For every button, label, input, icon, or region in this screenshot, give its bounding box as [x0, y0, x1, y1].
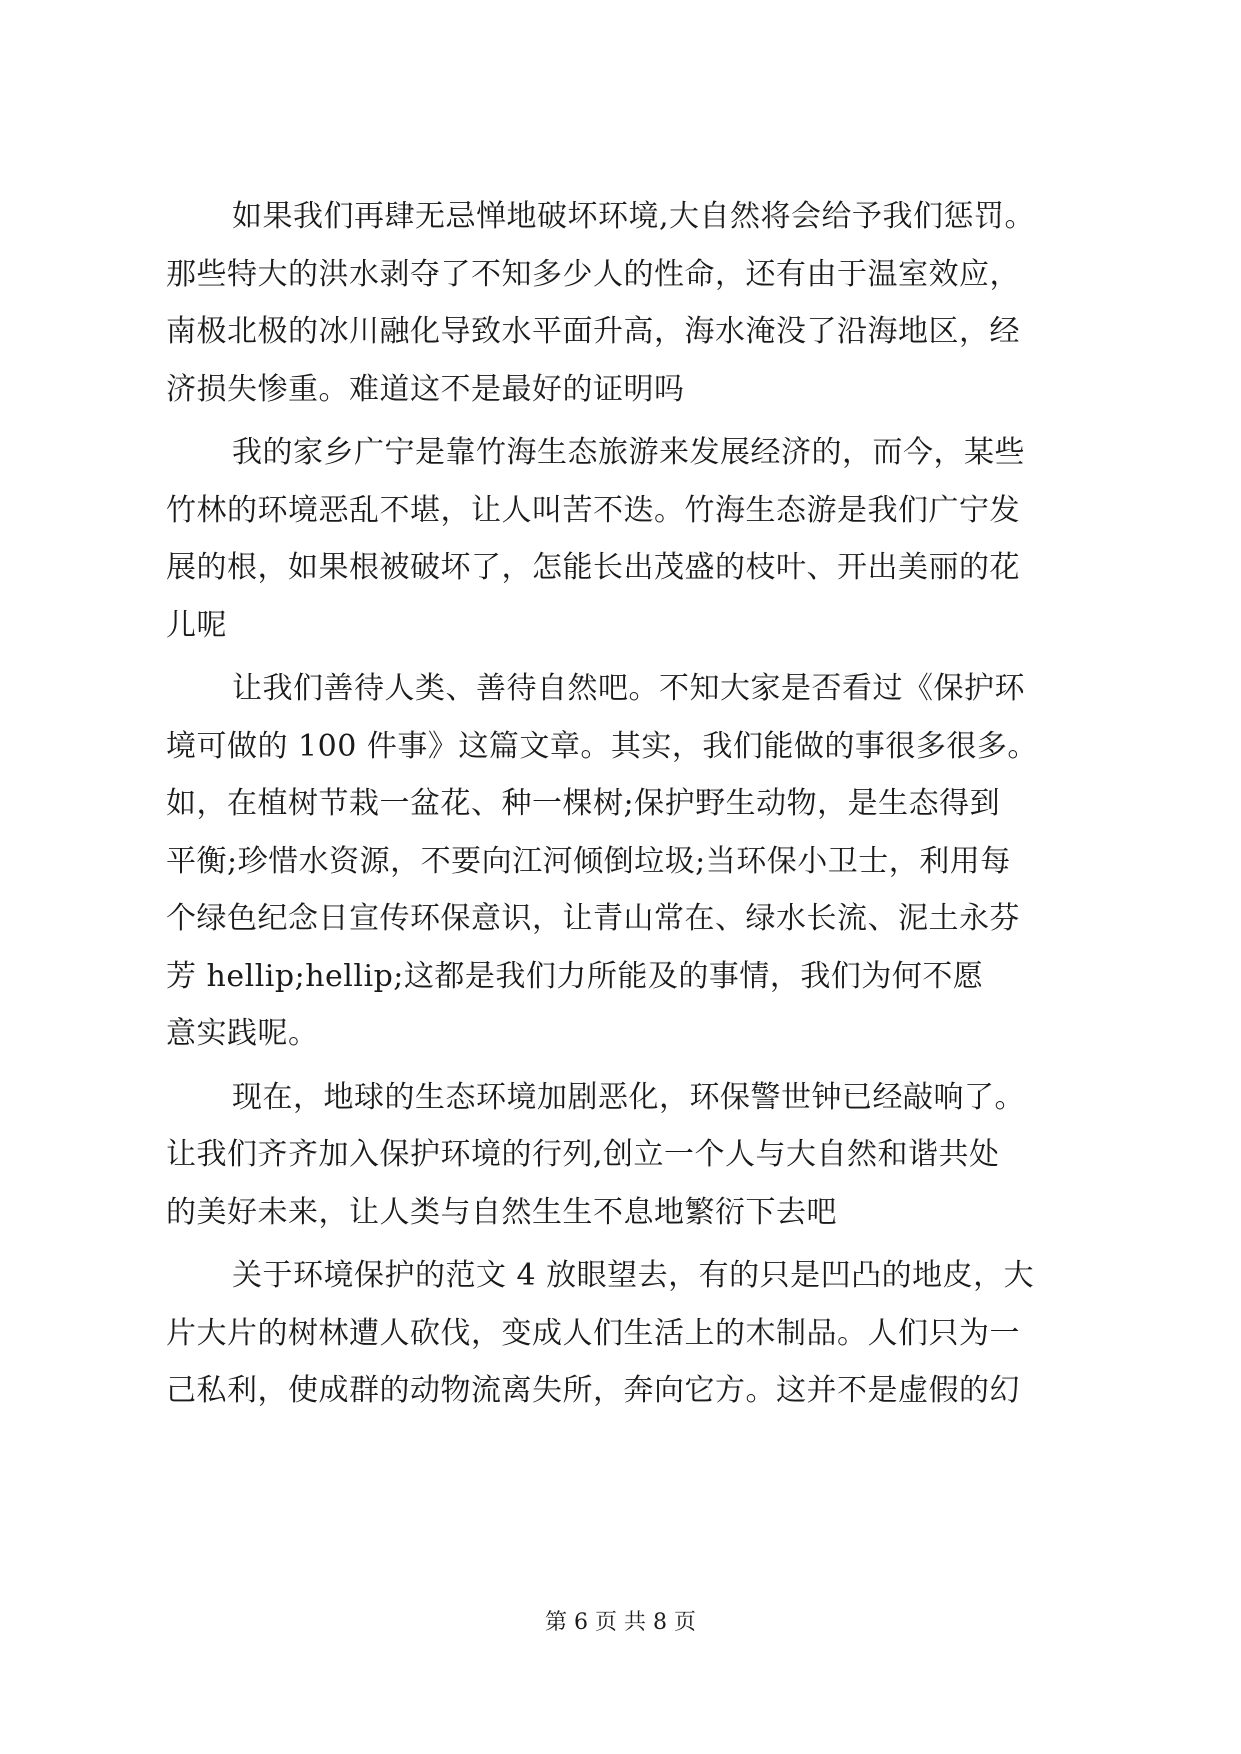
text-line: 片大片的树林遭人砍伐，变成人们生活上的木制品。人们只为一 [166, 1315, 1020, 1351]
text-line: 那些特大的洪水剥夺了不知多少人的性命，还有由于温室效应， [166, 256, 1020, 292]
text-line: 己私利，使成群的动物流离失所，奔向它方。这并不是虚假的幻 [166, 1373, 1020, 1408]
text-line: 儿呢 [166, 607, 227, 643]
document-body [166, 188, 1096, 1420]
text-line: 关于环境保护的范文 4 放眼望去，有的只是凹凸的地皮，大 [232, 1258, 1035, 1293]
text-line: 意实践呢。 [166, 1016, 319, 1051]
paragraph [166, 1247, 1096, 1420]
text-line: 平衡;珍惜水资源，不要向江河倾倒垃圾;当环保小卫士，利用每 [166, 843, 1011, 879]
text-line: 芳 hellip;hellip;这都是我们力所能及的事情，我们为何不愿 [166, 958, 984, 994]
text-line: 竹林的环境恶乱不堪，让人叫苦不迭。竹海生态游是我们广宁发 [166, 492, 1020, 528]
text-line: 如，在植树节栽一盆花、种一棵树;保护野生动物，是生态得到 [166, 786, 1001, 821]
paragraph [166, 188, 1096, 418]
text-line: 个绿色纪念日宣传环保意识，让青山常在、绿水长流、泥土永芬 [166, 901, 1020, 936]
paragraph [166, 1069, 1096, 1242]
text-line: 南极北极的冰川融化导致水平面升高，海水淹没了沿海地区，经 [166, 314, 1020, 349]
text-line: 现在，地球的生态环境加剧恶化，环保警世钟已经敲响了。 [232, 1079, 1025, 1115]
paragraph [166, 424, 1096, 654]
text-line: 让我们善待人类、善待自然吧。不知大家是否看过《保护环 [232, 671, 1025, 706]
text-line: 济损失惨重。难道这不是最好的证明吗 [166, 371, 685, 407]
paragraph [166, 660, 1096, 1063]
text-line: 境可做的 100 件事》这篇文章。其实，我们能做的事很多很多。 [166, 728, 1038, 764]
text-line: 展的根，如果根被破坏了，怎能长出茂盛的枝叶、开出美丽的花 [166, 550, 1020, 585]
text-line: 的美好未来，让人类与自然生生不息地繁衍下去吧 [166, 1194, 837, 1230]
text-line: 我的家乡广宁是靠竹海生态旅游来发展经济的，而今，某些 [232, 435, 1025, 470]
text-line: 让我们齐齐加入保护环境的行列,创立一个人与大自然和谐共处 [166, 1137, 1000, 1172]
text-line: 如果我们再肆无忌惮地破坏环境,大自然将会给予我们惩罚。 [232, 199, 1036, 234]
page-number-footer: 第 6 页 共 8 页 [545, 1610, 696, 1635]
